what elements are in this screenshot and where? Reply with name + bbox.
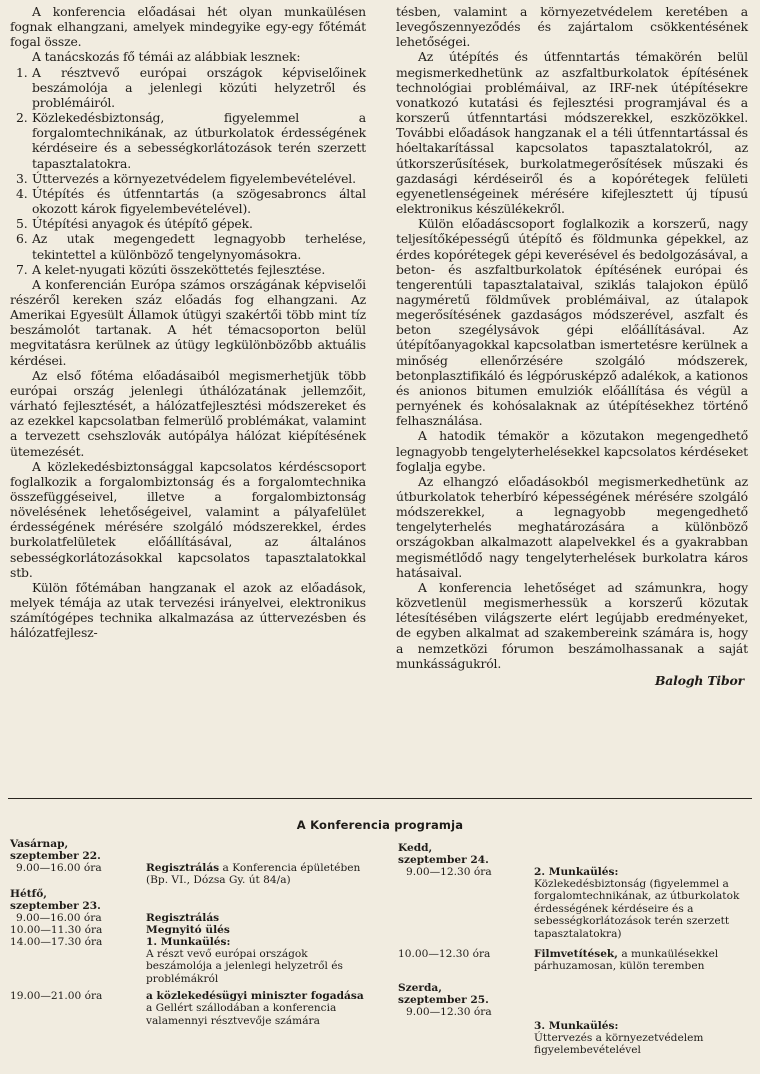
time-slot: 9.00—12.30 óra — [406, 1006, 492, 1018]
article-paragraph: Az útépítés és útfenntartás témakörén belül megismerkedhetünk az aszfaltburkolatok építésének technológiai problémáival, az IRF-nek útépítésekre vonatkozó kutatási és fejlesztési programjával és a korszerű útfenntartási módszerekkel, eszközökkel. További előadások hangzanak el a téli útfenntartással és hóeltakarítással kapcsolatos tapasztalatokról, az útkorszerűsítések, burkolatmegerősítések műszaki és gazdasági kérdéseiről és a kopórétegek felületi egyenetlenségeinek mérésére kifejlesztett új típusú elektronikus készülékekről. — [396, 49, 748, 217]
time-slot: 9.00—16.00 óra — [16, 862, 102, 874]
time-slot: 9.00—12.30 óra — [406, 866, 492, 878]
day-heading: Vasárnap, — [10, 838, 69, 850]
day-date: szeptember 23. — [10, 900, 101, 912]
day-heading: Kedd, — [398, 842, 433, 854]
article-paragraph: tésben, valamint a környezetvédelem keretében a levegőszennyeződés és zajártalom csökkentésének lehetőségei. — [396, 4, 748, 50]
topic-item — [10, 262, 366, 277]
event-title: Megnyitó ülés — [146, 924, 230, 936]
program-event — [146, 862, 371, 887]
day-heading: Szerda, — [398, 982, 442, 994]
program-right-column — [398, 838, 752, 1068]
article-left-column — [10, 4, 366, 641]
event-description: Úttervezés a környezetvédelem figyelembevételével — [534, 1032, 704, 1057]
program-event — [146, 990, 371, 1027]
program-event — [534, 948, 750, 973]
event-title: Regisztrálás — [146, 862, 220, 874]
day-date: szeptember 25. — [398, 994, 489, 1006]
article-paragraph: Külön előadáscsoport foglalkozik a korszerű, nagy teljesítőképességű útépítő és földmunka gépekkel, az érdes kopórétegek gépi keverésével és bedolgozásával, a beton- és aszfaltburkolatok építésének európai és tengerentúli tapasztalataival, sziklás talajokon épülő nagyméretű földművek problémáival, az útalapok megerősítésének gazdaságos módszerével, aszfalt és beton szegélysávok gépi előállításával. Az útépítőanyagokkal kapcsolatban ismertetésre kerülnek a minőség ellenőrzésére szolgáló módszerek, betonplasztifikáló és légpórusképző adalékok, a kationos és anionos bitumen emulziók előállítása és végül a pernyének és kohósalaknak az útépítésekhez történő felhasználása. — [396, 216, 748, 429]
event-title: Filmvetítések, — [534, 948, 618, 960]
event-title: 3. Munkaülés: — [534, 1020, 619, 1032]
article-paragraph: A konferencia lehetőséget ad számunkra, hogy közvetlenül megismerhessük a korszerű közutak létesítésében világszerte elért legújabb eredményeket, de egyben alkalmat ad szakembereink számára is, hogy a nemzetközi fórumon beszámolhassanak a saját munkásságukról. — [396, 579, 748, 671]
event-description: a Konferencia épületében (Bp. VI., Dózsa Gy. út 84/a) — [146, 862, 361, 887]
topic-text: A kelet-nyugati közúti összeköttetés fejlesztése. — [32, 261, 326, 277]
event-title: 2. Munkaülés: — [534, 866, 619, 878]
day-date: szeptember 22. — [10, 850, 101, 862]
topic-item — [10, 171, 366, 186]
time-slot: 9.00—16.00 óra — [16, 912, 102, 924]
topic-item — [10, 231, 366, 261]
event-title: a közlekedésügyi miniszter fogadása — [146, 990, 364, 1002]
program-title: A Konferencia programja — [296, 818, 464, 832]
topic-number: 3. — [16, 170, 28, 186]
time-slot: 19.00—21.00 óra — [10, 990, 103, 1002]
topic-item — [10, 110, 366, 171]
topic-text: A résztvevő európai országok képviselőinek beszámolója a jelenlegi közúti helyzetről és problémáiról. — [32, 64, 366, 110]
topic-text: Útépítés és útfenntartás (a szögesabroncs által okozott károk figyelembevételével). — [32, 185, 366, 217]
topic-text: Közlekedésbiztonság, figyelemmel a forgalomtechnikának, az útburkolatok érdességének kérdéseire és a sebességkorlátozások terén szerzett tapasztalatokra. — [32, 110, 366, 171]
article-paragraph: Az elhangzó előadásokból megismerkedhetünk az útburkolatok teherbíró képességének mérésére szolgáló módszerekkel, a legnagyobb megengedhető tengelyterhelés meghatározására a különböző országokban alkalmazott alapelvekkel és a gyakrabban megismétlődő nagy tengelyterhelések burkolatra káros hatásaival. — [396, 473, 748, 580]
event-description: A részt vevő európai országok beszámolója a jelenlegi helyzetről és problémákról — [146, 948, 343, 985]
event-title: Regisztrálás — [146, 912, 220, 924]
topic-number: 4. — [16, 185, 28, 201]
event-description: a munkaülésekkel párhuzamosan, külön teremben — [534, 948, 719, 973]
event-description: Közlekedésbiztonság (figyelemmel a forgalomtechnikának, az útburkolatok érdességének kérdéseire és a sebességkorlátozások terén szerzett tapasztalatokra) — [534, 878, 740, 940]
event-title: 1. Munkaülés: — [146, 936, 231, 948]
topic-item — [10, 216, 366, 231]
article-paragraph: A közlekedésbiztonsággal kapcsolatos kérdéscsoport foglalkozik a forgalombiztonság és a forgalomtechnika összefüggéseivel, illetve a forgalombiztonság növelésének lehetőségeivel, valamint a pályafelület érdességének mérésére szolgáló módszerekkel, érdes burkolatfelületek előállításával, az általános sebességkorlátozásokkal kapcsolatos tapasztalatokkal stb. — [10, 458, 366, 580]
topics-list — [10, 65, 366, 277]
topic-text: Útépítési anyagok és útépítő gépek. — [32, 216, 253, 232]
topic-number: 7. — [16, 261, 28, 277]
article-paragraph: Külön főtémában hangzanak el azok az előadások, melyek témája az utak tervezési irányelvei, elektronikus számítógépes technika alkalmazása az úttervezésben és hálózatfejlesz- — [10, 579, 366, 641]
time-slot: 10.00—11.30 óra — [10, 924, 103, 936]
article-paragraph: A konferencián Európa számos országának képviselői részéről kereken száz előadás fog elhangzani. Az Amerikai Egyesült Államok útügyi szakértői több mint tíz beszámolót tartanak. A hét témacsoporton belül megvitatásra kerülnek az útügy legkülönbözőbb aktuális kérdései. — [10, 276, 366, 368]
time-slot: 10.00—12.30 óra — [398, 948, 491, 960]
event-description: a Gellért szállodában a konferencia valamennyi résztvevője számára — [146, 1002, 337, 1027]
topic-text: Az utak megengedett legnagyobb terhelése, tekintettel a különböző tengelynyomásokra. — [32, 231, 366, 262]
day-heading: Hétfő, — [10, 888, 47, 900]
time-slot: 14.00—17.30 óra — [10, 936, 103, 948]
article-paragraph: A tanácskozás fő témái az alábbiak lesznek: — [32, 49, 301, 65]
article-paragraph: A hatodik témakör a közutakon megengedhető legnagyobb tengelyterhelésekkel kapcsolatos kérdéseket foglalja egybe. — [396, 428, 748, 474]
topic-number: 1. — [16, 64, 28, 80]
program-left-column — [10, 838, 380, 1068]
article-paragraph: A konferencia előadásai hét olyan munkaülésen fognak elhangzani, amelyek mindegyike egy-egy főtémát fogal össze. — [10, 4, 366, 50]
topic-number: 2. — [16, 110, 28, 126]
author-signature: Balogh Tibor — [654, 672, 744, 688]
article-paragraph: Az első főtéma előadásaiból megismerhetjük több európai ország jelenlegi úthálózatának jellemzőit, várható fejlesztését, a hálózatfejlesztési módszereket és az ezekkel kapcsolatban felmerülő problémákat, valamint a tervezett csehszlovák autópálya hálózat kiépítésének ütemezését. — [10, 367, 366, 459]
topic-item — [10, 65, 366, 110]
topic-text: Úttervezés a környezetvédelem figyelembevételével. — [32, 170, 356, 186]
article-right-column — [396, 4, 748, 688]
topic-number: 6. — [16, 231, 28, 247]
topic-number: 5. — [16, 216, 28, 232]
day-date: szeptember 24. — [398, 854, 489, 866]
topic-item — [10, 186, 366, 216]
section-divider — [8, 798, 752, 799]
